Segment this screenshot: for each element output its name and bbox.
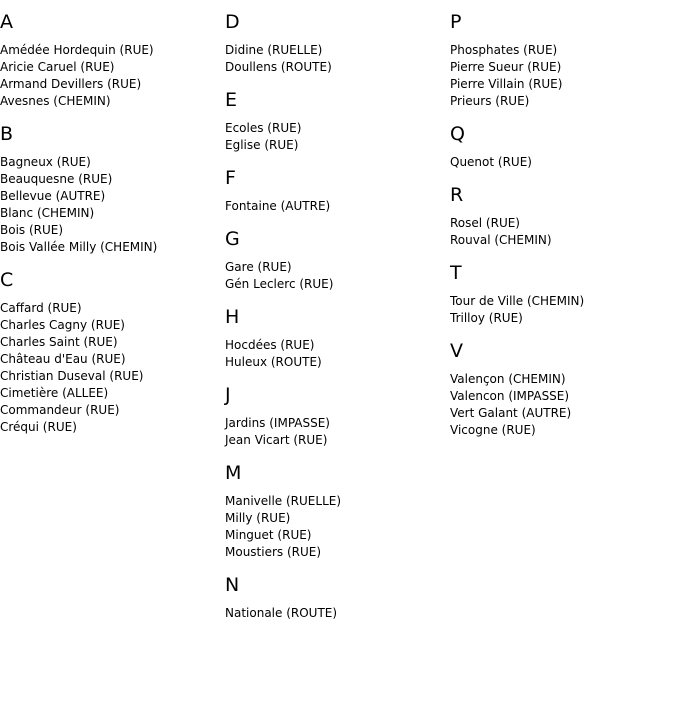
- letter-heading: Q: [450, 123, 465, 145]
- list-item: [0, 317, 220, 334]
- street-link[interactable]: Ecoles (RUE): [225, 121, 302, 135]
- letter-group: [225, 461, 445, 561]
- list-item: [0, 154, 220, 171]
- index-column: [0, 10, 220, 448]
- list-item: [0, 42, 220, 59]
- letter-group: [225, 305, 445, 371]
- list-item: [450, 59, 670, 76]
- list-item: [0, 171, 220, 188]
- letter-group: [450, 183, 670, 249]
- letter-heading: R: [450, 184, 464, 206]
- letter-group: [450, 122, 670, 171]
- list-item: [450, 405, 670, 422]
- letter-group: [225, 383, 445, 449]
- letter-heading: D: [225, 11, 240, 33]
- street-link[interactable]: Nationale (ROUTE): [225, 606, 338, 620]
- street-link[interactable]: Moustiers (RUE): [225, 545, 322, 559]
- street-link[interactable]: Armand Devillers (RUE): [0, 77, 142, 91]
- street-list: [225, 493, 445, 561]
- list-item: [225, 137, 445, 154]
- list-item: [225, 493, 445, 510]
- street-link[interactable]: Beauquesne (RUE): [0, 172, 113, 186]
- street-link[interactable]: Phosphates (RUE): [450, 43, 558, 57]
- list-item: [225, 59, 445, 76]
- list-item: [225, 198, 445, 215]
- street-link[interactable]: Château d'Eau (RUE): [0, 352, 126, 366]
- street-link[interactable]: Rosel (RUE): [450, 216, 520, 230]
- street-list: [0, 154, 220, 256]
- street-link[interactable]: Christian Duseval (RUE): [0, 369, 144, 383]
- street-link[interactable]: Eglise (RUE): [225, 138, 299, 152]
- list-item: [450, 215, 670, 232]
- street-list: [450, 42, 670, 110]
- street-link[interactable]: Trilloy (RUE): [450, 311, 523, 325]
- street-link[interactable]: Vert Galant (AUTRE): [450, 406, 572, 420]
- street-link[interactable]: Bellevue (AUTRE): [0, 189, 106, 203]
- list-item: [225, 354, 445, 371]
- street-list: [0, 300, 220, 436]
- letter-group: [225, 10, 445, 76]
- street-link[interactable]: Charles Cagny (RUE): [0, 318, 125, 332]
- list-item: [450, 310, 670, 327]
- street-list: [225, 337, 445, 371]
- street-list: [225, 605, 445, 622]
- list-item: [0, 222, 220, 239]
- list-item: [450, 388, 670, 405]
- letter-heading: F: [225, 167, 236, 189]
- list-item: [0, 419, 220, 436]
- list-item: [0, 205, 220, 222]
- street-link[interactable]: Gén Leclerc (RUE): [225, 277, 334, 291]
- list-item: [225, 42, 445, 59]
- street-list: [450, 293, 670, 327]
- list-item: [0, 402, 220, 419]
- list-item: [0, 351, 220, 368]
- list-item: [225, 276, 445, 293]
- letter-heading: C: [0, 269, 14, 291]
- letter-heading: T: [450, 262, 462, 284]
- street-list: [450, 371, 670, 439]
- list-item: [225, 527, 445, 544]
- index-column: [225, 10, 445, 634]
- street-link[interactable]: Aricie Caruel (RUE): [0, 60, 115, 74]
- list-item: [225, 605, 445, 622]
- street-link[interactable]: Milly (RUE): [225, 511, 291, 525]
- list-item: [450, 293, 670, 310]
- list-item: [225, 510, 445, 527]
- list-item: [225, 544, 445, 561]
- street-list: [225, 42, 445, 76]
- street-link[interactable]: Tour de Ville (CHEMIN): [450, 294, 585, 308]
- letter-heading: H: [225, 306, 240, 328]
- street-list: [225, 259, 445, 293]
- list-item: [450, 154, 670, 171]
- letter-group: [0, 122, 220, 256]
- list-item: [0, 368, 220, 385]
- letter-group: [225, 166, 445, 215]
- street-link[interactable]: Bois Vallée Milly (CHEMIN): [0, 240, 158, 254]
- letter-heading: G: [225, 228, 240, 250]
- street-link[interactable]: Prieurs (RUE): [450, 94, 530, 108]
- list-item: [225, 415, 445, 432]
- list-item: [450, 42, 670, 59]
- letter-heading: P: [450, 11, 462, 33]
- street-link[interactable]: Gare (RUE): [225, 260, 292, 274]
- list-item: [225, 120, 445, 137]
- street-link[interactable]: Jean Vicart (RUE): [225, 433, 328, 447]
- list-item: [0, 76, 220, 93]
- street-link[interactable]: Manivelle (RUELLE): [225, 494, 342, 508]
- list-item: [450, 422, 670, 439]
- list-item: [0, 188, 220, 205]
- street-link[interactable]: Rouval (CHEMIN): [450, 233, 552, 247]
- street-link[interactable]: Bois (RUE): [0, 223, 64, 237]
- letter-group: [450, 10, 670, 110]
- letter-heading: M: [225, 462, 242, 484]
- street-link[interactable]: Valençon (CHEMIN): [450, 372, 566, 386]
- list-item: [450, 76, 670, 93]
- list-item: [0, 385, 220, 402]
- letter-heading: N: [225, 574, 240, 596]
- street-link[interactable]: Jardins (IMPASSE): [225, 416, 330, 430]
- street-list: [225, 120, 445, 154]
- street-link[interactable]: Huleux (ROUTE): [225, 355, 322, 369]
- street-list: [0, 42, 220, 110]
- list-item: [0, 239, 220, 256]
- letter-group: [225, 573, 445, 622]
- letter-heading: E: [225, 89, 238, 111]
- list-item: [450, 232, 670, 249]
- street-link[interactable]: Créqui (RUE): [0, 420, 77, 434]
- list-item: [0, 334, 220, 351]
- street-list: [450, 154, 670, 171]
- letter-group: [225, 227, 445, 293]
- list-item: [225, 337, 445, 354]
- street-link[interactable]: Vicogne (RUE): [450, 423, 536, 437]
- list-item: [450, 371, 670, 388]
- street-link[interactable]: Bagneux (RUE): [0, 155, 91, 169]
- street-link[interactable]: Fontaine (AUTRE): [225, 199, 331, 213]
- letter-heading: J: [225, 384, 231, 406]
- street-link[interactable]: Pierre Sueur (RUE): [450, 60, 562, 74]
- letter-heading: A: [0, 11, 13, 33]
- street-link[interactable]: Hocdées (RUE): [225, 338, 315, 352]
- street-link[interactable]: Blanc (CHEMIN): [0, 206, 95, 220]
- street-link[interactable]: Caffard (RUE): [0, 301, 82, 315]
- letter-heading: B: [0, 123, 14, 145]
- street-link[interactable]: Doullens (ROUTE): [225, 60, 332, 74]
- index-column: [450, 10, 670, 451]
- letter-group: [450, 339, 670, 439]
- street-list: [450, 215, 670, 249]
- street-link[interactable]: Quenot (RUE): [450, 155, 532, 169]
- street-link[interactable]: Charles Saint (RUE): [0, 335, 118, 349]
- street-link[interactable]: Valencon (IMPASSE): [450, 389, 570, 403]
- street-link[interactable]: Minguet (RUE): [225, 528, 312, 542]
- street-link[interactable]: Avesnes (CHEMIN): [0, 94, 111, 108]
- list-item: [225, 259, 445, 276]
- letter-group: [0, 268, 220, 436]
- list-item: [0, 93, 220, 110]
- street-list: [225, 415, 445, 449]
- street-link[interactable]: Commandeur (RUE): [0, 403, 120, 417]
- list-item: [0, 300, 220, 317]
- street-link[interactable]: Amédée Hordequin (RUE): [0, 43, 154, 57]
- list-item: [0, 59, 220, 76]
- list-item: [450, 93, 670, 110]
- letter-heading: V: [450, 340, 463, 362]
- street-link[interactable]: Didine (RUELLE): [225, 43, 323, 57]
- street-list: [225, 198, 445, 215]
- street-link[interactable]: Cimetière (ALLEE): [0, 386, 109, 400]
- letter-group: [450, 261, 670, 327]
- letter-group: [0, 10, 220, 110]
- letter-group: [225, 88, 445, 154]
- list-item: [225, 432, 445, 449]
- street-link[interactable]: Pierre Villain (RUE): [450, 77, 563, 91]
